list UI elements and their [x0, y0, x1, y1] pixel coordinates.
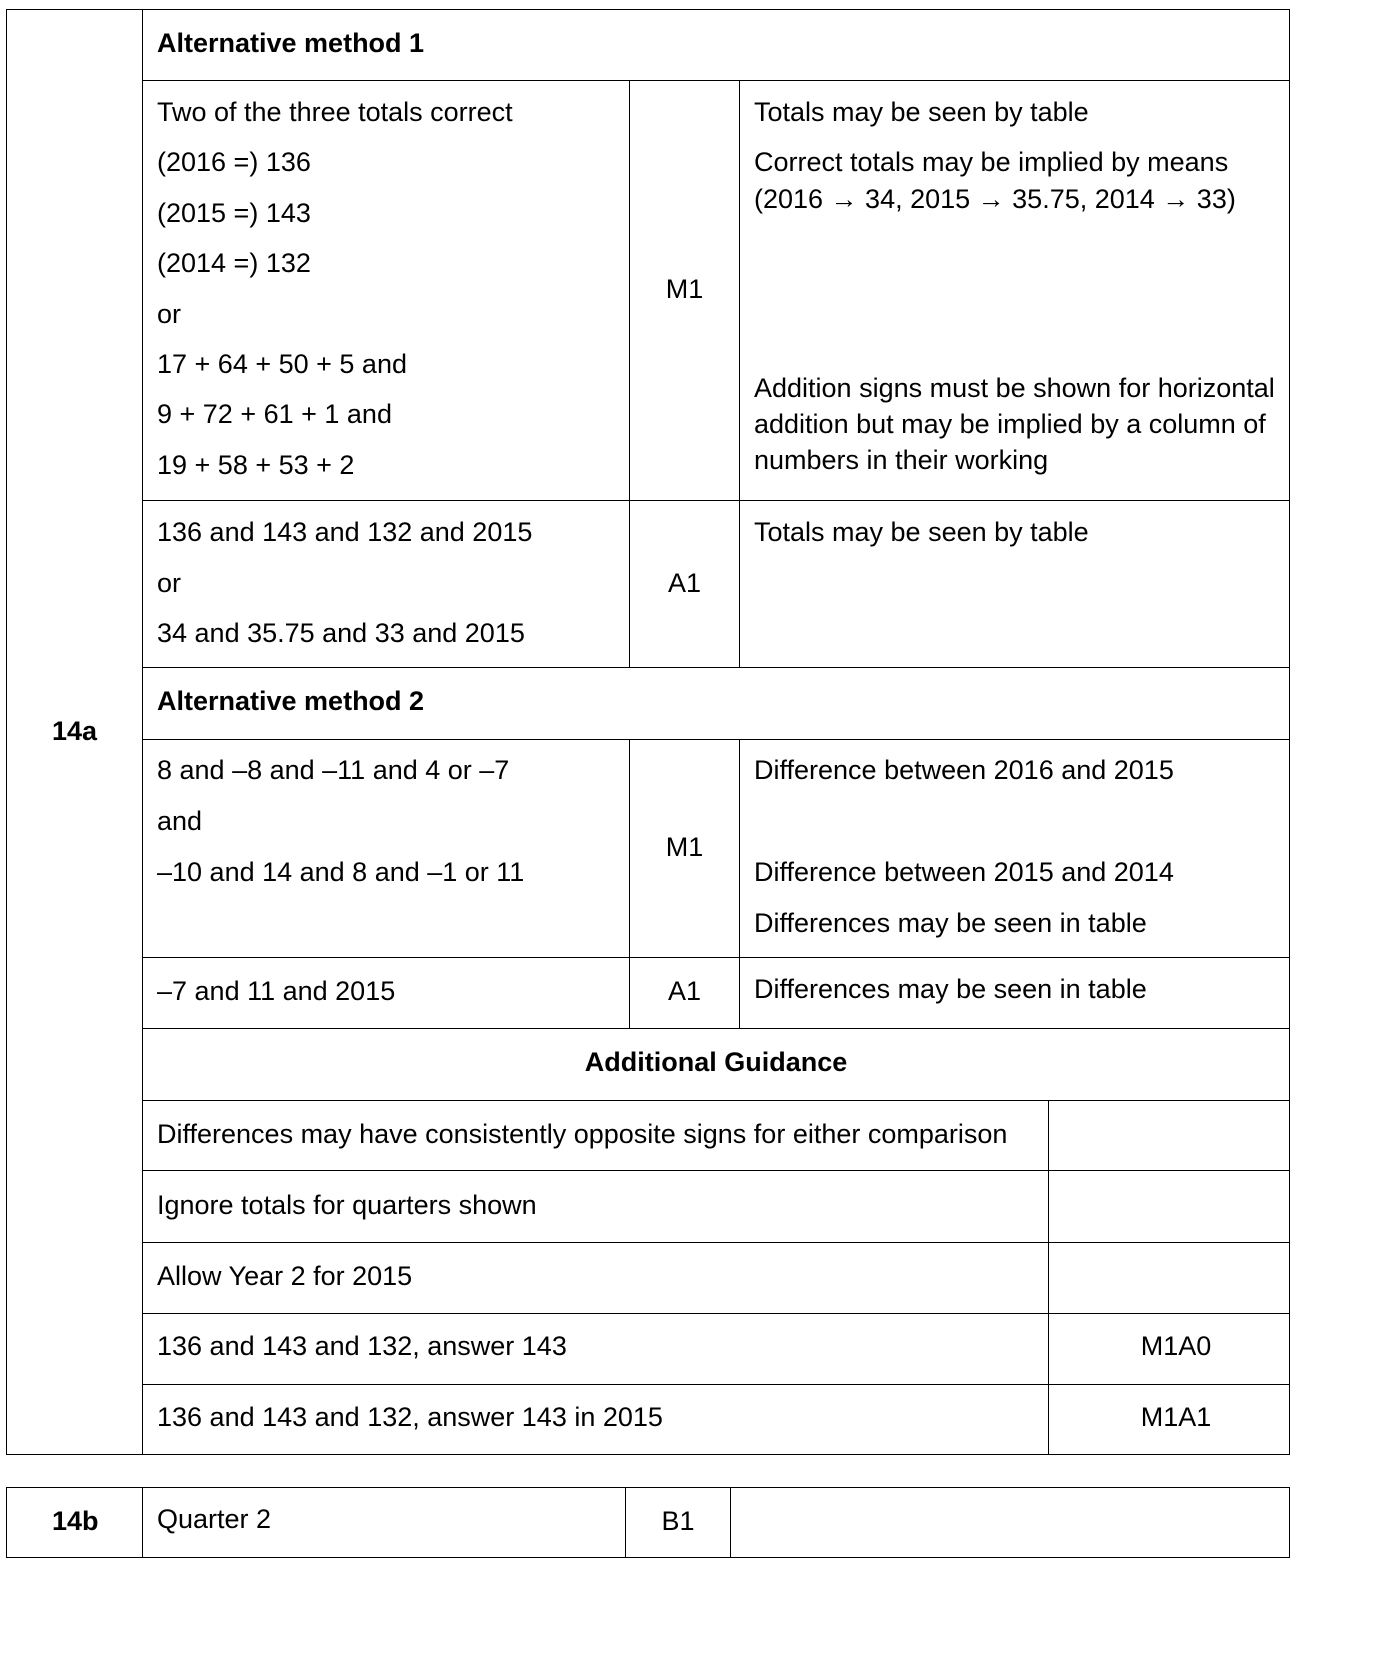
mark: A1 [667, 976, 702, 1006]
border-right [1289, 1487, 1290, 1558]
alt1-heading: Alternative method 1 [157, 28, 425, 58]
border-left [6, 9, 7, 1455]
mark: M1 [665, 274, 704, 304]
answer-line: 19 + 58 + 53 + 2 [157, 450, 355, 480]
mark: B1 [661, 1506, 695, 1536]
comment-line: (2016 → 34, 2015 → 35.75, 2014 → 33) [754, 184, 1236, 214]
answer-line: (2014 =) 132 [157, 248, 311, 278]
answer-line: and [157, 806, 203, 836]
divider [143, 80, 1290, 81]
guidance-mark: M1A0 [1140, 1331, 1212, 1361]
answer-line: –7 and 11 and 2015 [157, 976, 396, 1006]
mark: M1 [665, 832, 704, 862]
answer-line: 136 and 143 and 132 and 2015 [157, 517, 533, 547]
divider [739, 739, 740, 1029]
border-bottom [6, 1557, 1290, 1558]
comment-line: Totals may be seen by table [754, 97, 1089, 127]
comment-line: Correct totals may be implied by means [754, 147, 1229, 177]
guidance-text: Differences may have consistently opposite signs for either comparison [157, 1119, 1008, 1149]
answer-line: (2015 =) 143 [157, 198, 311, 228]
question-number: 14b [52, 1506, 99, 1536]
guidance-text: Allow Year 2 for 2015 [157, 1261, 413, 1291]
alt2-heading: Alternative method 2 [157, 686, 425, 716]
comment-line: Differences may be seen in table [754, 974, 1147, 1004]
divider [143, 667, 1290, 668]
answer-line: or [157, 299, 182, 329]
divider [730, 1487, 731, 1558]
border-top [6, 9, 1290, 10]
guidance-heading: Additional Guidance [584, 1047, 848, 1077]
answer-line: Two of the three totals correct [157, 97, 513, 127]
divider [143, 500, 1290, 501]
answer-line: 8 and –8 and –11 and 4 or –7 [157, 755, 510, 785]
comment-line: Differences may be seen in table [754, 908, 1147, 938]
divider [142, 1487, 143, 1558]
comment-line: Difference between 2016 and 2015 [754, 755, 1174, 785]
guidance-text: 136 and 143 and 132, answer 143 [157, 1331, 567, 1361]
border-bottom [6, 1454, 1290, 1455]
comment-line: Totals may be seen by table [754, 517, 1089, 547]
guidance-text: 136 and 143 and 132, answer 143 in 2015 [157, 1402, 663, 1432]
guidance-text: Ignore totals for quarters shown [157, 1190, 537, 1220]
answer-line: 9 + 72 + 61 + 1 and [157, 399, 392, 429]
guidance-mark: M1A1 [1140, 1402, 1212, 1432]
divider [142, 9, 143, 1455]
divider [143, 957, 1290, 958]
divider [143, 1313, 1290, 1314]
mark: A1 [667, 568, 702, 598]
border-top [6, 1487, 1290, 1488]
answer-line: or [157, 568, 182, 598]
answer-line: Quarter 2 [157, 1504, 272, 1534]
divider [143, 1028, 1290, 1029]
question-number: 14a [52, 716, 98, 746]
divider [143, 1100, 1290, 1101]
border-right [1289, 9, 1290, 1455]
border-left [6, 1487, 7, 1558]
divider [143, 1170, 1290, 1171]
comment-line: numbers in their working [754, 445, 1049, 475]
comment-line: Addition signs must be shown for horizontal [754, 373, 1275, 403]
answer-line: –10 and 14 and 8 and –1 or 11 [157, 857, 525, 887]
comment-line: Difference between 2015 and 2014 [754, 857, 1174, 887]
divider [143, 1242, 1290, 1243]
comment-line: addition but may be implied by a column of [754, 409, 1266, 439]
divider [739, 80, 740, 668]
divider [143, 1384, 1290, 1385]
answer-line: 34 and 35.75 and 33 and 2015 [157, 618, 525, 648]
answer-line: 17 + 64 + 50 + 5 and [157, 349, 407, 379]
answer-line: (2016 =) 136 [157, 147, 311, 177]
divider [143, 739, 1290, 740]
